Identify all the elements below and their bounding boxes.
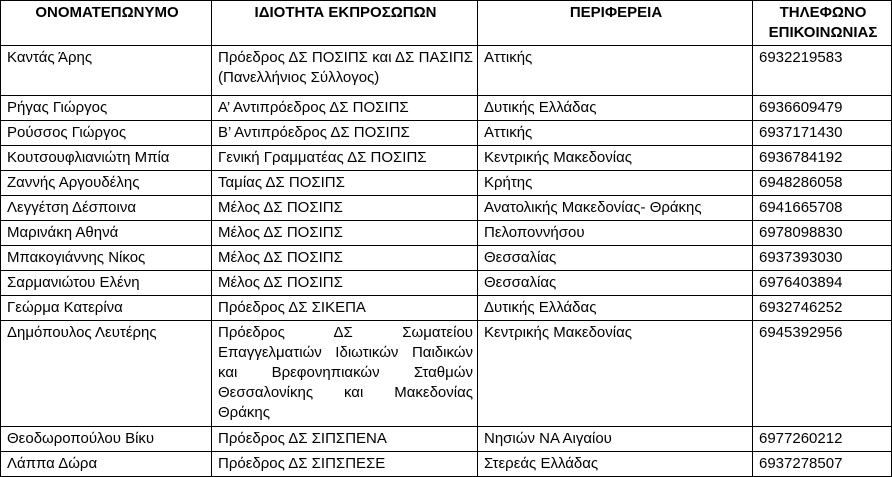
cell-phone: 6978098830 <box>753 221 892 246</box>
table-row <box>1 296 892 321</box>
cell-capacity: Μέλος ΔΣ ΠΟΣΙΠΣ <box>212 221 478 246</box>
table-row <box>1 321 892 427</box>
table-row <box>1 246 892 271</box>
cell-capacity: Μέλος ΔΣ ΠΟΣΙΠΣ <box>212 246 478 271</box>
cell-region: Θεσσαλίας <box>478 246 753 271</box>
cell-capacity: Γενική Γραμματέας ΔΣ ΠΟΣΙΠΣ <box>212 146 478 171</box>
cell-fullname: Λεγγέτση Δέσποινα <box>1 196 212 221</box>
cell-fullname: Γεώρμα Κατερίνα <box>1 296 212 321</box>
table-row <box>1 427 892 452</box>
table-row <box>1 171 892 196</box>
cell-fullname: Ρήγας Γιώργος <box>1 96 212 121</box>
cell-region: Στερεάς Ελλάδας <box>478 452 753 477</box>
cell-region: Δυτικής Ελλάδας <box>478 96 753 121</box>
cell-fullname: Ζαννής Αργουδέλης <box>1 171 212 196</box>
cell-phone: 6937171430 <box>753 121 892 146</box>
cell-fullname: Μαρινάκη Αθηνά <box>1 221 212 246</box>
cell-phone: 6932746252 <box>753 296 892 321</box>
table-body <box>1 46 892 477</box>
cell-region: Πελοποννήσου <box>478 221 753 246</box>
cell-fullname: Ρούσσος Γιώργος <box>1 121 212 146</box>
cell-capacity: Πρόεδρος ΔΣ Σωματείου Επαγγελματιών Ιδιωτικών Παιδικών και Βρεφονηπιακών Σταθμών Θεσσαλονίκης και Μακεδονίας Θράκης <box>212 321 478 427</box>
cell-region: Κεντρικής Μακεδονίας <box>478 146 753 171</box>
table-row <box>1 196 892 221</box>
table-row <box>1 96 892 121</box>
cell-capacity: Πρόεδρος ΔΣ ΠΟΣΙΠΣ και ΔΣ ΠΑΣΙΠΣ (Πανελλήνιος Σύλλογος) <box>212 46 478 96</box>
table-row <box>1 121 892 146</box>
cell-capacity: Πρόεδρος ΔΣ ΣΙΠΣΠΕΣΕ <box>212 452 478 477</box>
cell-region: Θεσσαλίας <box>478 271 753 296</box>
cell-fullname: Λάππα Δώρα <box>1 452 212 477</box>
cell-capacity: Πρόεδρος ΔΣ ΣΙΚΕΠΑ <box>212 296 478 321</box>
cell-phone: 6936609479 <box>753 96 892 121</box>
cell-capacity: Μέλος ΔΣ ΠΟΣΙΠΣ <box>212 271 478 296</box>
column-header-phone: ΤΗΛΕΦΩΝΟ ΕΠΙΚΟΙΝΩΝΙΑΣ <box>753 1 892 46</box>
cell-phone: 6948286058 <box>753 171 892 196</box>
cell-region: Δυτικής Ελλάδας <box>478 296 753 321</box>
cell-region: Κρήτης <box>478 171 753 196</box>
table-row <box>1 46 892 96</box>
table-row <box>1 221 892 246</box>
cell-phone: 6937278507 <box>753 452 892 477</box>
column-header-region: ΠΕΡΙΦΕΡΕΙΑ <box>478 1 753 46</box>
cell-phone: 6945392956 <box>753 321 892 427</box>
cell-fullname: Θεοδωροπούλου Βίκυ <box>1 427 212 452</box>
cell-capacity: Β’ Αντιπρόεδρος ΔΣ ΠΟΣΙΠΣ <box>212 121 478 146</box>
column-header-fullname: ΟΝΟΜΑΤΕΠΩΝΥΜΟ <box>1 1 212 46</box>
cell-phone: 6932219583 <box>753 46 892 96</box>
cell-fullname: Μπακογιάννης Νίκος <box>1 246 212 271</box>
cell-fullname: Καντάς Άρης <box>1 46 212 96</box>
column-header-capacity: ΙΔΙΟΤΗΤΑ ΕΚΠΡΟΣΩΠΩΝ <box>212 1 478 46</box>
table-row <box>1 271 892 296</box>
cell-phone: 6937393030 <box>753 246 892 271</box>
cell-phone: 6977260212 <box>753 427 892 452</box>
header-row <box>1 1 892 46</box>
cell-region: Αττικής <box>478 46 753 96</box>
cell-capacity: Ταμίας ΔΣ ΠΟΣΙΠΣ <box>212 171 478 196</box>
cell-phone: 6941665708 <box>753 196 892 221</box>
cell-fullname: Σαρμανιώτου Ελένη <box>1 271 212 296</box>
cell-capacity: Μέλος ΔΣ ΠΟΣΙΠΣ <box>212 196 478 221</box>
cell-fullname: Δημόπουλος Λευτέρης <box>1 321 212 427</box>
cell-capacity: Πρόεδρος ΔΣ ΣΙΠΣΠΕΝΑ <box>212 427 478 452</box>
cell-fullname: Κουτσουφλιανιώτη Μπία <box>1 146 212 171</box>
cell-region: Ανατολικής Μακεδονίας- Θράκης <box>478 196 753 221</box>
cell-phone: 6976403894 <box>753 271 892 296</box>
table-row <box>1 146 892 171</box>
cell-capacity: Α’ Αντιπρόεδρος ΔΣ ΠΟΣΙΠΣ <box>212 96 478 121</box>
cell-region: Αττικής <box>478 121 753 146</box>
cell-region: Κεντρικής Μακεδονίας <box>478 321 753 427</box>
cell-phone: 6936784192 <box>753 146 892 171</box>
cell-region: Νησιών ΝΑ Αιγαίου <box>478 427 753 452</box>
table-row <box>1 452 892 477</box>
